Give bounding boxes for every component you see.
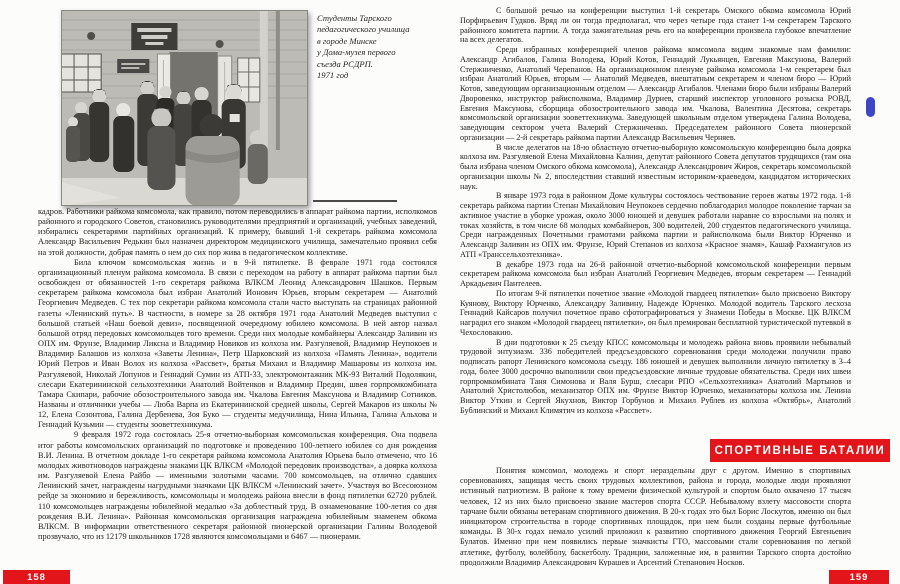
right-page-body-text-upper bbox=[460, 6, 851, 434]
caption-line: 1971 год bbox=[317, 70, 349, 81]
right-page-body-text-lower bbox=[460, 466, 851, 566]
caption-line: съезда РСДРП. bbox=[317, 58, 373, 69]
caption-line: Студенты Тарского bbox=[317, 13, 392, 23]
page-number-badge-left: 158 bbox=[3, 570, 70, 584]
left-page-body-text bbox=[38, 207, 437, 571]
photo-caption bbox=[317, 13, 449, 81]
scroll-indicator-pill[interactable] bbox=[866, 97, 875, 117]
paragraph: По итогам 9-й пятилетки почетное звание «Молодой гвардеец пятилетки» было присвоено Виктору Куянову, Виктору Юрченко, Александру Заливину, Надежде Юрченко. Молодой водитель Тарского лесхоза Геннадий Кайсаров получил почетное право сфотографироваться у Знамени Победы в Москве. ЦК ВЛКСМ наградил его знаком «Молодой гвардеец пятилетки», он был премирован бесплатной туристической путевкой в Чехословакию. bbox=[460, 288, 851, 337]
caption-line: у Дома-музея первого bbox=[317, 47, 396, 58]
photo-students-pedagogical-school bbox=[61, 10, 308, 206]
paragraph: В январе 1973 года в районном Доме культуры состоялось чествование героев жатвы 1972 года. 1-й секретарь райкома партии Степан Михайлович Неупокоев сердечно поблагодарил молодое поколение тарчан за активное участие в уборке урожая, около 3000 юношей и девушек работали наравне со взрослыми на полях и токах хозяйств, в том числе 68 молодых комбайнеров, 300 водителей, 200 студентов педагогического училища. Среди награжденных Почетными грамотами райкома партии и райисполкома были Виктор Юрченко и Александр Заливин из ОПХ им. Фрунзе, Юрий Степанов из колхоза «Красное знамя», Кашаф Рахмангулов из АТП «Транссельхозтехника». bbox=[460, 191, 851, 259]
photo-illustration bbox=[61, 10, 308, 206]
paragraph: В декабре 1973 года на 26-й районной отчетно-выборной комсомольской конференции первым секретарем райкома комсомола был избран Анатолий Георгиевич Медведев, вторым секретарем — Геннадий Аркадьевич Пантелеев. bbox=[460, 259, 851, 288]
caption-divider-rule bbox=[313, 200, 397, 202]
paragraph: Понятия комсомол, молодежь и спорт нераздельны друг с другом. Именно в спортивных соревнованиях, защищая честь своих трудовых коллективов, района и города, молодые люди проявляют истинный патриотизм. В районе к тому времени физической культурой и спортом было охвачено 17 тысяч человек, 12 из них было присвоено звание мастеров спорта СССР. Небывалому взлету массовости спорта тарчане были обязаны ветеранам спортивного движения. В 20-х годах это был Борис Лоскутов, именно он был инициатором строительства в городе спортивных площадок, при нем были созданы первые футбольные команды. В 30-х годах немало усилий приложил к развитию спортивного движения Георгий Евгеньевич Булатов. Именно при нем появились первые значкисты ГТО, массовыми стали соревнования по легкой атлетике, футболу, волейболу, баскетболу. Традиции, заложенные им, в развитии Тарского спорта достойно продолжили Владимир Александрович Курашев и Арсентий Степанович Носков. bbox=[460, 466, 851, 566]
paragraph: кадров. Работники райкома комсомола, как правило, потом переводились в аппарат райкома партии, исполкомов районного и городского Советов, становились руководителями предприятий и организаций, учебных заведений, избирались секретарями партийных организаций. К примеру, бывший 1-й секретарь райкома комсомола Александр Васильевич Редькин был назначен директором медицинского училища, замечательно проявил себя на этой должности, добрая память о нем до сих пор жива в педагогическом коллективе. bbox=[38, 207, 437, 257]
paragraph: 9 февраля 1972 года состоялась 25-я отчетно-выборная комсомольская конференция. Она подвела итог работы комсомольских организаций по подготовке и проведению 100-летнего юбилея со дня рождения В.И. Ленина. В отчетном докладе 1-го секретаря райкома комсомола Анатолия Юрьева было отмечено, что 16 молодых животноводов награждены знаками ЦК ВЛКСМ «Молодой передовик производства», а доярка колхоза им. Разгуляевой Елена Райбо — именными золотыми часами. 700 комсомольцев, на отлично сдавших Ленинский зачет, награждены нагрудными значками ЦК ВЛКСМ «Ленинский зачет». Участвуя во Всесоюзном рейде за экономию и бережливость, комсомольцы и молодежь района внесли в фонд пятилетки 62720 рублей. 110 комсомольцев награждены юбилейной медалью «За доблестный труд. В ознаменование 100-летия со дня рождения В.И. Ленина». Районная комсомольская организация награждена юбилейным знаменем обкома ВЛКСМ. В информации ответственного секретаря районной пионерской организации Галины Володевой прозвучало, что из 12179 школьников 1728 являются комсомольцами и 6467 — пионерами. bbox=[38, 430, 437, 541]
caption-line: педагогического училища bbox=[317, 24, 410, 35]
paragraph: В числе делегатов на 18-ю областную отчетно-выборную комсомольскую конференцию была доярка колхоза им. Разгуляевой Елена Михайловна Калнин, депутат районного Совета депутатов трудящихся (там она была избрана членом Омского обкома комсомола), Александр Александрович Жиров, секретарь комсомольской организации школы № 2, впоследствии ставший известным историком-краеведом, кандидатом исторических наук. bbox=[460, 142, 851, 191]
paragraph: С большой речью на конференции выступил 1-й секретарь Омского обкома комсомола Юрий Порфирьевич Гудков. Вряд ли он тогда предполагал, что через четыре года станет 1-м секретарем Тарского районного комитета партии. А тогда зажигательная речь его на конференции произвела глубокое впечатление на всех делегатов. bbox=[460, 6, 851, 45]
section-heading-sport-battles: СПОРТИВНЫЕ БАТАЛИИ bbox=[710, 439, 890, 462]
caption-line: в городе Минске bbox=[317, 35, 377, 46]
paragraph: В дни подготовки к 25 съезду КПСС комсомольцы и молодежь района вновь проявили небывалый трудовой энтузиазм. 336 победителей предсъездовского соревнования среди молодежи получили право подписать рапорт Ленинского комсомола съезду. 186 юношей и девушек выполнили личную пятилетку в 3–4 года, более 3000 досрочно выполнили свои предсъездовские личные трудовые обязательства. Среди них швеи горпромкомбината Таня Симонова и Валя Бурш, слесари РПО «Сельхозтехника» Анатолий Мартынов и Анатолий Христолюбов, механизатор ОПХ им. Фрунзе Виктор Юрченко, механизаторы колхоза им. Ленина Виктор Уткин и Сергей Якухнов, Виктор Горбунов и Михаил Рублев из колхоза «Октябрь», Анатолий Бублинский и Михаил Климятич из колхоза «Рассвет». bbox=[460, 337, 851, 415]
paragraph: Била ключом комсомольская жизнь и в 9-й пятилетке. В феврале 1971 года состоялся организационный пленум райкома комсомола. В связи с переходом на работу в аппарат райкома партии был освобожден от обязанностей 1-го секретаря райкома ВЛКСМ Леонид Александрович Шашков. Первым секретарем райкома комсомола был избран Анатолий Ионович Юрьев, вторым секретарем — Анатолий Георгиевич Медведев. С тех пор секретари райкома комсомола стали часто выступать на страницах районной газеты «Ленинский путь». В частности, в номере за 28 октября 1971 года Анатолий Медведев выступил с большой статьей «Наш боевой девиз», посвященной очередному юбилею комсомола. В ней автор назвал большой отряд передовых комсомольцев того времени. Среди них молодые комбайнеры Александр Заливин из ОПХ им. Фрунзе, Владимир Ликсна и Владимир Новиков из колхоза им. Разгуляевой, Владимир Неупокоев и Владимир Балашов из колхоза «Заветы Ленина», Петр Шарковский из колхоза «Память Ленина», водители Юрий Петров и Иван Волох из колхоза «Рассвет», братья Михаил и Владимир Машаровы из колхоза им. Разгуляевой, Николай Лопунов и Геннадий Сумин из АТП-33, электромонтажник МК-93 Виталий Подолякин, слесари Екатерининской сельхозтехники Анатолий Войтенков и Владимир Предин, швея горпромкомбината Тамара Скипари, рабочие обозостроительного завода им. Чкалова Евгения Максунова и Владимир Сотников. Названы и отличники учебы — Люба Варпа из Екатерининской средней школы, Сергей Макаров из школы № 12, Елена Созонтова, Галина Дербенева, Зоя Буко — студенты медучилища, Нина Ильина, Галина Альхова и Геннадий Кузьмин — студенты зооветтехникума. bbox=[38, 257, 437, 430]
paragraph: Среди избранных конференцией членов райкома комсомола видим знакомые нам фамилии: Александр Агибалов, Галина Володева, Юрий Котов, Геннадий Лукьянцев, Евгения Максунова, Валерий Стержниченко, Анатолий Черепанов. На организационном пленуме райкома комсомола 1-м секретарем был избран Анатолий Юрьев, вторым — Анатолий Медведев, внештатным секретарем и членом бюро — Юрий Котов, заведующим организационным отделом — Александр Агибалов. Членами бюро были избраны Валерий Дворовенко, инструктор райисполкома, Владимир Дурнев, старший инспектор уголовного розыска РОВД, Евгения Максунова, сборщица обозостроительного завода им. Чкалова, Валентина Десятова, секретарь комсомольской организации зооветтехникума. Заведующей школьным отделом утверждена Галина Володева, заведующим сектором учета Валерий Стержниченко. Председателем районного Совета пионерской организации — 2-й секретарь райкома партии Александр Васильевич Черняев. bbox=[460, 45, 851, 142]
page-number-badge-right: 159 bbox=[829, 570, 889, 584]
